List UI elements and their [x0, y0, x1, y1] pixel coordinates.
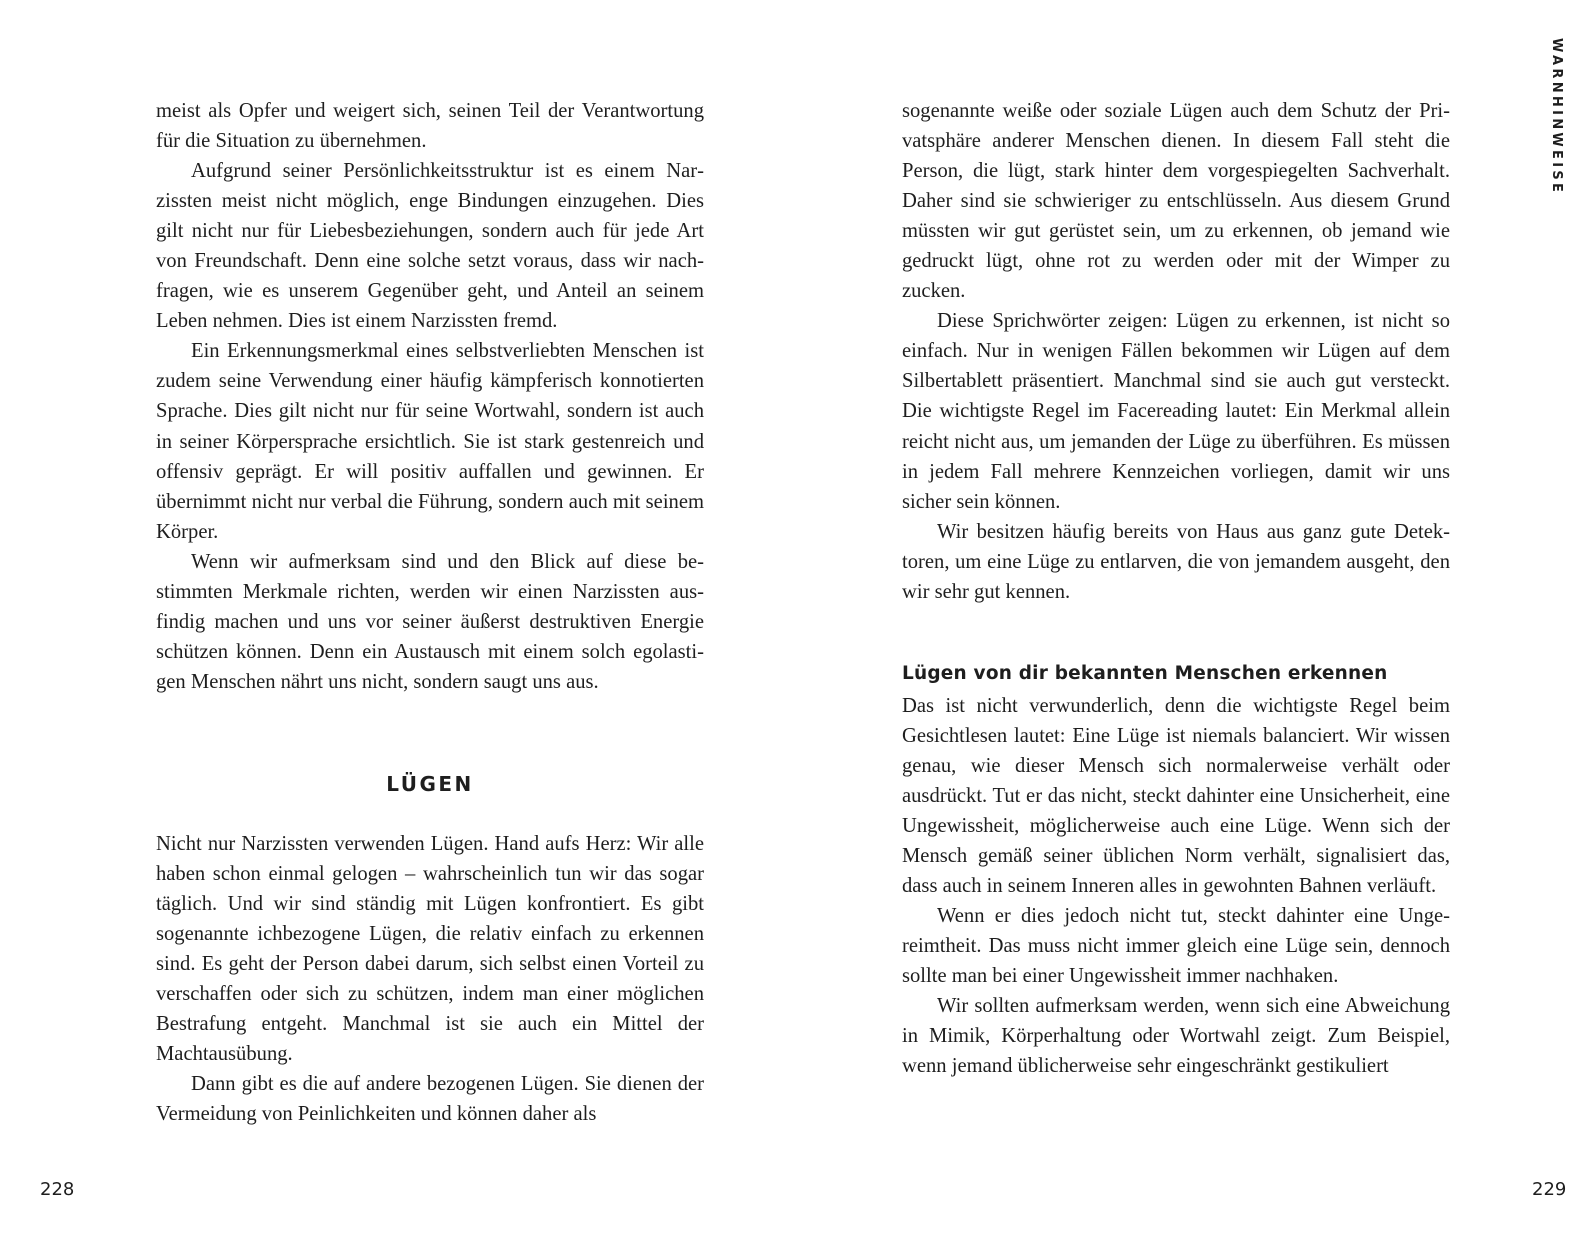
paragraph: Wenn er dies jedoch nicht tut, steckt dahinter eine Ungereimtheit. Das muss nicht immer gleich eine Lüge sein, dennoch sollte man bei einer Ungewissheit immer nachhaken. [902, 905, 1450, 988]
paragraph: Aufgrund seiner Persönlichkeitsstruktur ist es einem Narzissten meist nicht möglich, enge Bindungen einzugehen. Dies gilt nicht nur für Liebesbeziehungen, sondern auch für jede Art von Freundschaft. Denn eine solche setzt voraus, dass wir nachfragen, wie es unserem Gegenüber geht, und Anteil an seinem Leben nehmen. Dies ist einem Narzissten fremd. [156, 160, 704, 333]
paragraph: Wenn wir aufmerksam sind und den Blick auf diese bestimmten Merkmale richten, werden wir einen Narzissten ausfindig machen und uns vor seiner äußerst destruktiven Energie schützen können. Denn ein Austausch mit einem solch egolastigen Menschen nährt uns nicht, sondern saugt uns aus. [156, 550, 704, 693]
paragraph: Dann gibt es die auf andere bezogenen Lügen. Sie dienen der Vermeidung von Peinlichkeiten und können daher als [156, 1073, 704, 1126]
running-head: WARNHINWEISE [1549, 38, 1564, 196]
paragraph: sogenannte weiße oder soziale Lügen auch dem Schutz der Privatsphäre anderer Menschen dienen. In diesem Fall steht die Person, die lügt, stark hinter dem vorgespiegelten Sachverhalt. Daher sind sie schwieriger zu entschlüsseln. Aus diesem Grund müssten wir gut gerüstet sein, um zu erkennen, ob jemand wie gedruckt lügt, ohne rot zu werden oder mit der Wimper zu zucken. [902, 100, 1450, 303]
paragraph: Diese Sprichwörter zeigen: Lügen zu erkennen, ist nicht so einfach. Nur in wenigen Fällen bekommen wir Lügen auf dem Silbertablett präsentiert. Manchmal sind sie auch gut versteckt. Die wichtigste Regel im Facereading lautet: Ein Merkmal allein reicht nicht aus, um jemanden der Lüge zu überführen. Es müssen in jedem Fall mehrere Kennzeichen vorliegen, damit wir uns sicher sein können. [902, 310, 1450, 513]
paragraph: Wir besitzen häufig bereits von Haus aus ganz gute Detektoren, um eine Lüge zu entlarven, die von jemandem ausgeht, den wir sehr gut kennen. [902, 520, 1450, 603]
paragraph: Wir sollten aufmerksam werden, wenn sich eine Abweichung in Mimik, Körperhaltung oder Wortwahl zeigt. Zum Beispiel, wenn jemand üblicherweise sehr eingeschränkt gestikuliert [902, 995, 1450, 1078]
chapter-heading: LÜGEN [386, 771, 474, 796]
right-page [797, 0, 1594, 1240]
paragraph: Ein Erkennungsmerkmal eines selbstverliebten Menschen ist zudem seine Verwendung einer häufig kämpferisch konnotierten Sprache. Dies gilt nicht nur für seine Wortwahl, sondern ist auch in seiner Körpersprache ersichtlich. Sie ist stark gestenreich und offensiv geprägt. Er will positiv auffallen und gewinnen. Er übernimmt nicht nur verbal die Führung, sondern auch mit seinem Körper. [156, 340, 704, 543]
section-heading: Lügen von dir bekannten Menschen erkennen [902, 662, 1388, 684]
left-text-column [156, 96, 704, 1129]
page-number-left: 228 [40, 1179, 75, 1200]
page-number-right: 229 [1532, 1179, 1567, 1200]
paragraph: Das ist nicht verwunderlich, denn die wichtigste Regel beim Gesichtlesen lautet: Eine Lüge ist niemals balanciert. Wir wissen genau, wie dieser Mensch sich normalerweise verhält oder ausdrückt. Tut er das nicht, steckt dahinter eine Unsicherheit, eine Ungewissheit, möglicherweise auch eine Lüge. Wenn sich der Mensch gemäß seiner üblichen Norm verhält, signalisiert das, dass auch in seinem Inneren alles in gewohnten Bahnen verläuft. [902, 694, 1450, 898]
paragraph: meist als Opfer und weigert sich, seinen Teil der Verantwortung für die Situation zu übernehmen. [156, 100, 704, 153]
paragraph: Nicht nur Narzissten verwenden Lügen. Hand aufs Herz: Wir alle haben schon einmal gelogen – wahrscheinlich tun wir das sogar täglich. Und wir sind ständig mit Lügen konfrontiert. Es gibt sogenannte ichbezogene Lügen, die relativ einfach zu erkennen sind. Es geht der Person dabei darum, sich selbst einen Vorteil zu verschaffen oder sich zu schützen, indem man einer möglichen Bestrafung entgeht. Manchmal ist sie auch ein Mittel der Machtausübung. [156, 832, 704, 1066]
right-text-column [902, 96, 1450, 1081]
